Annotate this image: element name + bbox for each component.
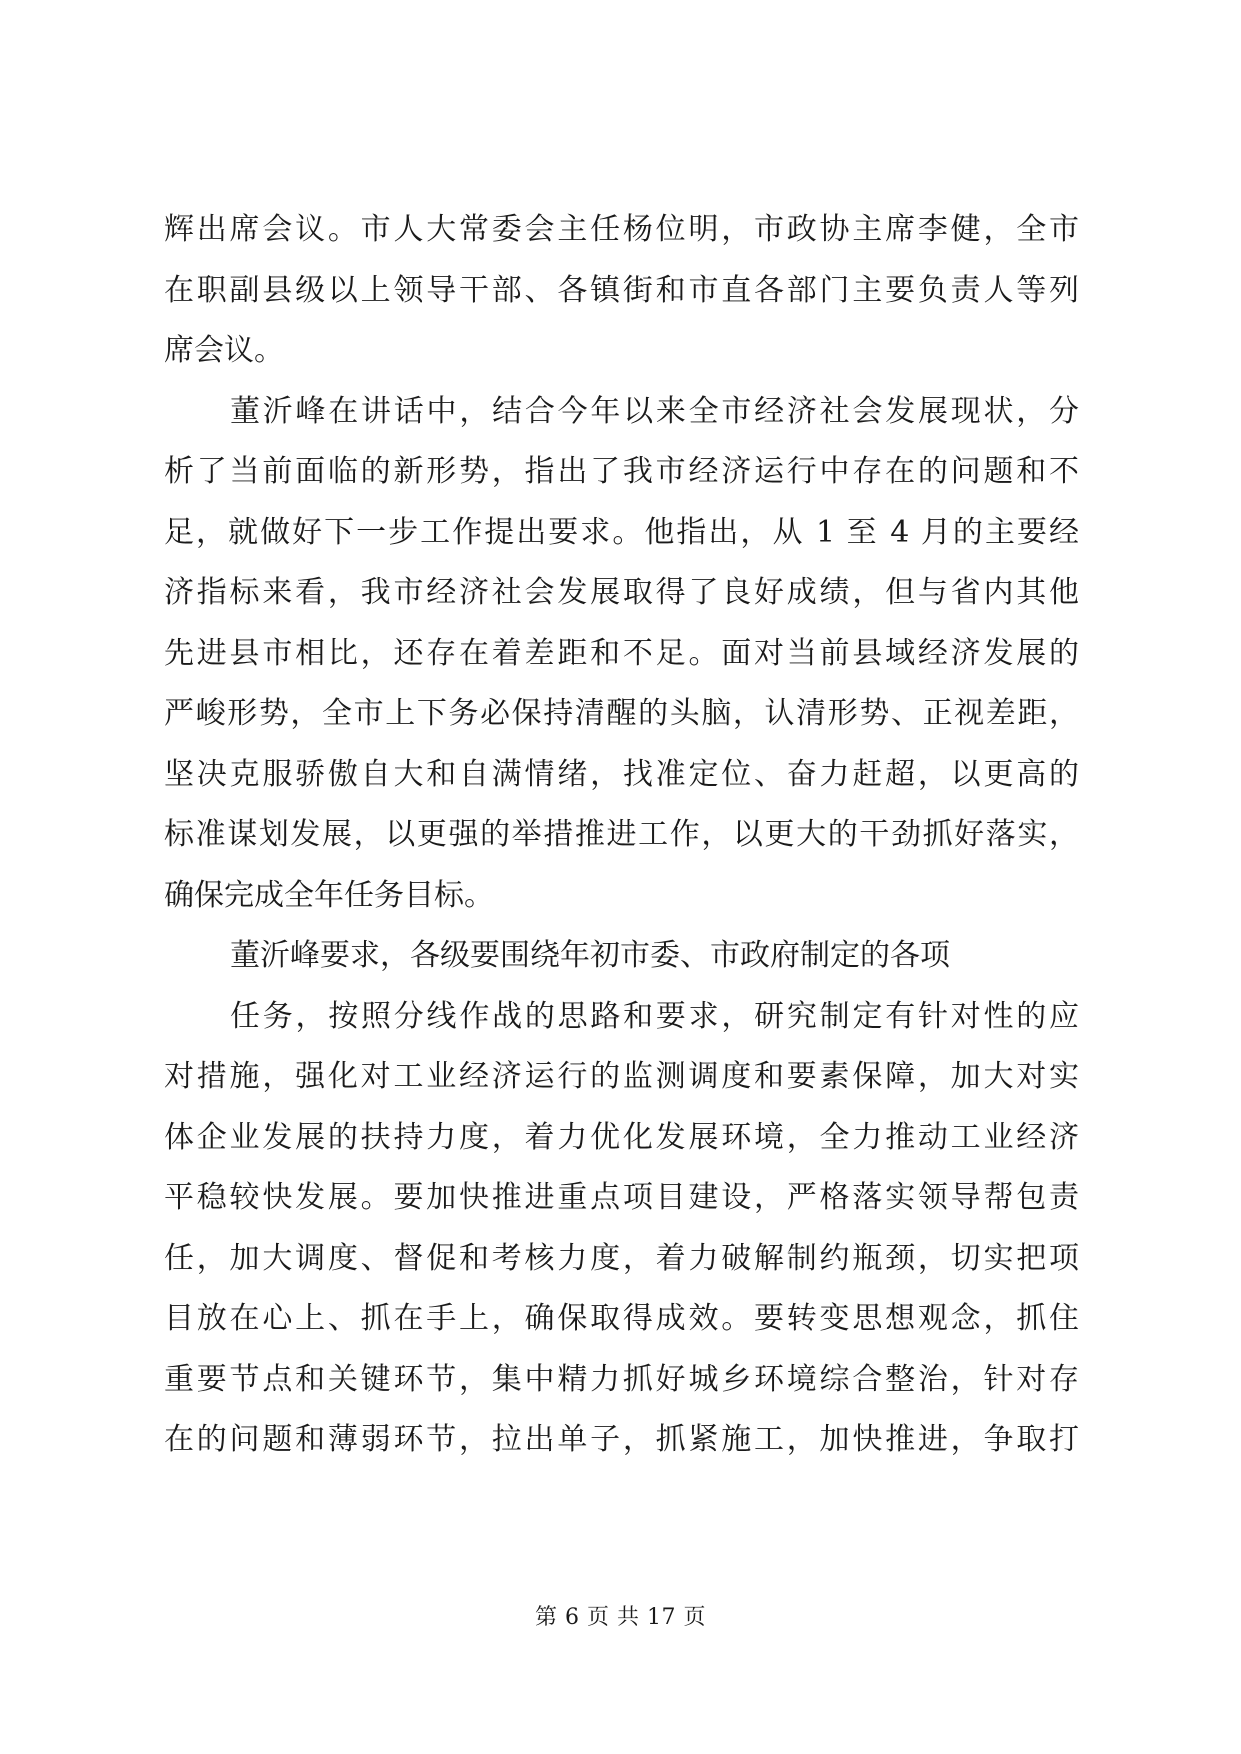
text-line: 席会议。: [164, 333, 284, 368]
text-line: 任，加大调度、督促和考核力度，着力破解制约瓶颈，切实把项: [164, 1240, 1079, 1276]
text-line: 先进县市相比，还存在着差距和不足。面对当前县域经济发展的: [164, 635, 1079, 671]
document-body: [164, 200, 1079, 1471]
text-line: 重要节点和关键环节，集中精力抓好城乡环境综合整治，针对存: [164, 1361, 1079, 1397]
text-line: 任务，按照分线作战的思路和要求，研究制定有针对性的应: [230, 998, 1079, 1034]
page-number-footer: 第 6 页 共 17 页: [535, 1605, 706, 1630]
text-line: 董沂峰在讲话中，结合今年以来全市经济社会发展现状，分: [230, 393, 1079, 429]
text-line: 坚决克服骄傲自大和自满情绪，找准定位、奋力赶超，以更高的: [164, 756, 1079, 792]
text-line: 严峻形势，全市上下务必保持清醒的头脑，认清形势、正视差距，: [164, 696, 1079, 731]
text-line: 董沂峰要求，各级要围绕年初市委、市政府制定的各项: [230, 938, 950, 973]
text-line: 对措施，强化对工业经济运行的监测调度和要素保障，加大对实: [164, 1059, 1079, 1094]
text-line: 确保完成全年任务目标。: [164, 877, 494, 913]
text-line: 目放在心上、抓在手上，确保取得成效。要转变思想观念，抓住: [164, 1301, 1079, 1336]
text-line: 析了当前面临的新形势，指出了我市经济运行中存在的问题和不: [164, 454, 1079, 489]
text-line: 济指标来看，我市经济社会发展取得了良好成绩，但与省内其他: [164, 575, 1079, 610]
text-line: 平稳较快发展。要加快推进重点项目建设，严格落实领导帮包责: [164, 1180, 1079, 1215]
text-line: 在职副县级以上领导干部、各镇街和市直各部门主要负责人等列: [164, 272, 1079, 308]
text-line: 足，就做好下一步工作提出要求。他指出，从 1 至 4 月的主要经: [164, 514, 1079, 550]
text-line: 在的问题和薄弱环节，拉出单子，抓紧施工，加快推进，争取打: [164, 1422, 1079, 1457]
text-line: 体企业发展的扶持力度，着力优化发展环境，全力推动工业经济: [164, 1119, 1079, 1155]
text-line: 辉出席会议。市人大常委会主任杨位明，市政协主席李健，全市: [164, 212, 1079, 247]
text-line: 标准谋划发展，以更强的举措推进工作，以更大的干劲抓好落实，: [164, 817, 1079, 852]
